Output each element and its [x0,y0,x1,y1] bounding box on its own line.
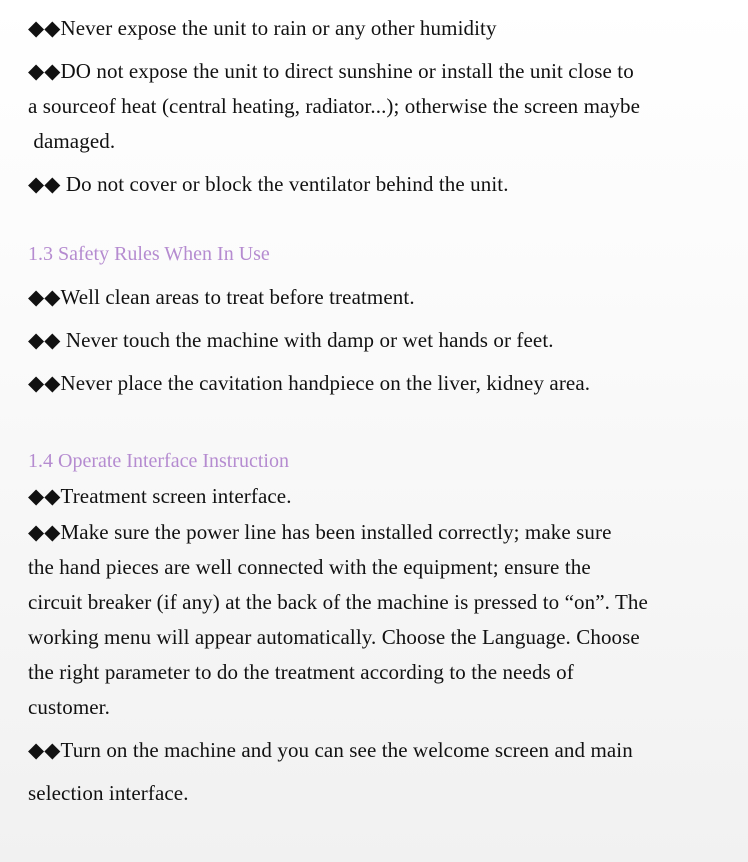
bullet-power-line-6: customer. [28,695,110,719]
bullet-sunshine-line-1: ◆◆DO not expose the unit to direct sunshine or install the unit close to [28,59,634,83]
section-heading-1-3: 1.3 Safety Rules When In Use [28,243,270,265]
bullet-liver-kidney: ◆◆Never place the cavitation handpiece on the liver, kidney area. [28,371,591,395]
bullet-ventilator: ◆◆ Do not cover or block the ventilator behind the unit. [28,172,509,196]
bullet-turn-on-line-2: selection interface. [28,781,189,805]
bullet-power-line-5: the right parameter to do the treatment according to the needs of [28,660,574,684]
bullet-power-line-3: circuit breaker (if any) at the back of the machine is pressed to “on”. The [28,590,648,614]
bullet-wet-hands: ◆◆ Never touch the machine with damp or wet hands or feet. [28,328,554,352]
bullet-power-line-4: working menu will appear automatically. Choose the Language. Choose [28,625,640,649]
bullet-clean-areas: ◆◆Well clean areas to treat before treatment. [28,285,415,309]
bullet-power-line-1: ◆◆Make sure the power line has been installed correctly; make sure [28,520,612,544]
bullet-sunshine-line-3: damaged. [28,129,116,153]
bullet-turn-on-line-1: ◆◆Turn on the machine and you can see the welcome screen and main [28,738,633,762]
bullet-humidity: ◆◆Never expose the unit to rain or any other humidity [28,16,497,40]
bullet-power-line-2: the hand pieces are well connected with the equipment; ensure the [28,555,591,579]
bullet-sunshine-line-2: a sourceof heat (central heating, radiator...); otherwise the screen maybe [28,94,641,118]
section-heading-1-4: 1.4 Operate Interface Instruction [28,450,289,472]
bullet-treatment-screen: ◆◆Treatment screen interface. [28,484,292,508]
